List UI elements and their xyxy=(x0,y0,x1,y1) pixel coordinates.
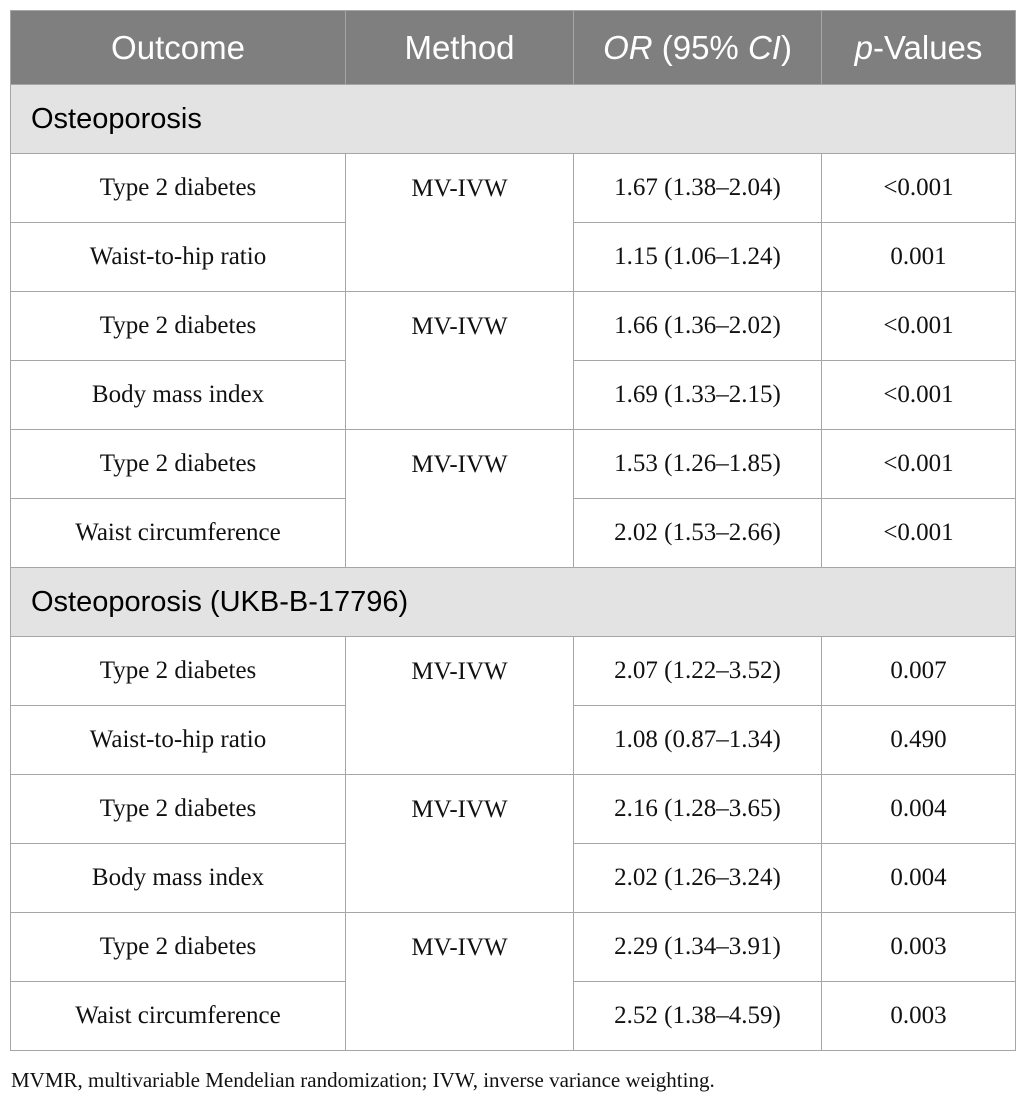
or-ci-cell: 2.07 (1.22–3.52) xyxy=(574,637,822,706)
mvmr-results-table xyxy=(10,10,1016,1051)
header-or-ci xyxy=(574,11,822,85)
or-ci-cell: 2.29 (1.34–3.91) xyxy=(574,913,822,982)
or-ci-cell: 2.02 (1.53–2.66) xyxy=(574,499,822,568)
table-row xyxy=(11,913,1016,982)
outcome-cell: Type 2 diabetes xyxy=(11,637,346,706)
p-value-cell: <0.001 xyxy=(822,154,1016,223)
section-title: Osteoporosis xyxy=(11,85,1016,154)
table-body xyxy=(11,85,1016,1051)
header-or-close: ) xyxy=(780,28,792,66)
section-row xyxy=(11,568,1016,637)
outcome-cell: Waist-to-hip ratio xyxy=(11,223,346,292)
method-cell: MV-IVW xyxy=(346,292,574,430)
or-ci-cell: 1.08 (0.87–1.34) xyxy=(574,706,822,775)
p-value-cell: 0.003 xyxy=(822,913,1016,982)
section-row xyxy=(11,85,1016,154)
p-value-cell: 0.003 xyxy=(822,982,1016,1051)
outcome-cell: Waist circumference xyxy=(11,982,346,1051)
section-title: Osteoporosis (UKB-B-17796) xyxy=(11,568,1016,637)
outcome-cell: Body mass index xyxy=(11,844,346,913)
or-ci-cell: 1.53 (1.26–1.85) xyxy=(574,430,822,499)
or-ci-cell: 1.15 (1.06–1.24) xyxy=(574,223,822,292)
or-ci-cell: 1.69 (1.33–2.15) xyxy=(574,361,822,430)
table-footnote: MVMR, multivariable Mendelian randomization; IVW, inverse variance weighting. xyxy=(11,1068,715,1092)
p-value-cell: <0.001 xyxy=(822,292,1016,361)
method-cell: MV-IVW xyxy=(346,775,574,913)
header-p-values xyxy=(822,11,1016,85)
outcome-cell: Type 2 diabetes xyxy=(11,154,346,223)
p-value-cell: 0.004 xyxy=(822,775,1016,844)
or-ci-cell: 1.66 (1.36–2.02) xyxy=(574,292,822,361)
p-value-cell: 0.004 xyxy=(822,844,1016,913)
p-value-cell: 0.007 xyxy=(822,637,1016,706)
outcome-cell: Type 2 diabetes xyxy=(11,913,346,982)
outcome-cell: Body mass index xyxy=(11,361,346,430)
or-ci-cell: 1.67 (1.38–2.04) xyxy=(574,154,822,223)
header-or-rest: (95% xyxy=(652,28,748,66)
method-cell: MV-IVW xyxy=(346,154,574,292)
outcome-cell: Type 2 diabetes xyxy=(11,292,346,361)
outcome-cell: Type 2 diabetes xyxy=(11,430,346,499)
table-header xyxy=(11,11,1016,85)
table-row xyxy=(11,775,1016,844)
p-value-cell: <0.001 xyxy=(822,430,1016,499)
header-p-italic: p xyxy=(854,28,873,66)
p-value-cell: <0.001 xyxy=(822,499,1016,568)
table-row xyxy=(11,154,1016,223)
table-row xyxy=(11,292,1016,361)
or-ci-cell: 2.52 (1.38–4.59) xyxy=(574,982,822,1051)
header-p-rest: -Values xyxy=(872,28,983,66)
method-cell: MV-IVW xyxy=(346,913,574,1051)
outcome-cell: Type 2 diabetes xyxy=(11,775,346,844)
results-table-container xyxy=(10,10,1015,1051)
outcome-cell: Waist circumference xyxy=(11,499,346,568)
table-row xyxy=(11,430,1016,499)
or-ci-cell: 2.16 (1.28–3.65) xyxy=(574,775,822,844)
header-row xyxy=(11,11,1016,85)
header-ci-italic: CI xyxy=(747,28,781,66)
header-outcome: Outcome xyxy=(11,11,346,85)
method-cell: MV-IVW xyxy=(346,430,574,568)
p-value-cell: <0.001 xyxy=(822,361,1016,430)
header-or-italic: OR xyxy=(603,28,653,66)
outcome-cell: Waist-to-hip ratio xyxy=(11,706,346,775)
p-value-cell: 0.490 xyxy=(822,706,1016,775)
header-method: Method xyxy=(346,11,574,85)
p-value-cell: 0.001 xyxy=(822,223,1016,292)
method-cell: MV-IVW xyxy=(346,637,574,775)
or-ci-cell: 2.02 (1.26–3.24) xyxy=(574,844,822,913)
table-row xyxy=(11,637,1016,706)
